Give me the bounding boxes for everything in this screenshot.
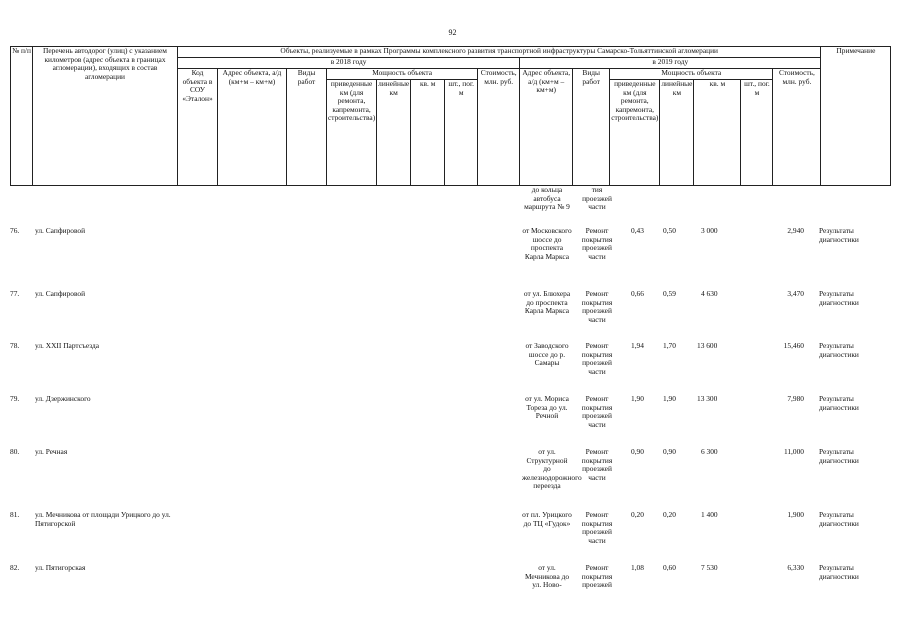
header-capacity: Мощность объекта <box>327 69 478 80</box>
row-sqm: 4 630 <box>701 289 718 298</box>
header-num: № п/п <box>11 47 33 186</box>
row-road-name: ул. Сапфировой <box>35 289 86 298</box>
header-pcs-2019: шт., пог. м <box>741 80 773 186</box>
header-road-list: Перечень автодорог (улиц) с указанием километров (адрес объекта в границах агломерации), входящих в состав агломерации <box>33 47 178 186</box>
row-sqm: 13 300 <box>697 394 718 403</box>
row-sqm: 6 300 <box>701 447 718 456</box>
page-number: 92 <box>448 28 457 37</box>
row-sqm: 13 600 <box>697 341 718 350</box>
row-reduced-km: 0,90 <box>631 447 644 456</box>
row-linear-km: 1,70 <box>663 341 676 350</box>
row-road-name: ул. Речная <box>35 447 68 456</box>
row-address: от Заводского шоссе до р. Самары <box>525 341 569 368</box>
row-num: 76. <box>10 226 20 235</box>
row-cost: 2,940 <box>787 226 804 235</box>
row-reduced-km: 0,43 <box>631 226 644 235</box>
carryover-address: до кольца автобуса маршрута № 9 <box>524 185 570 212</box>
header-works-2019: Виды работ <box>573 69 610 186</box>
row-sqm: 1 400 <box>701 510 718 519</box>
row-linear-km: 0,20 <box>663 510 676 519</box>
header-note: Примечание <box>821 47 891 186</box>
row-sqm: 7 530 <box>701 563 718 572</box>
row-cost: 11,000 <box>783 447 804 456</box>
header-sqm: кв. м <box>411 80 445 186</box>
header-cost-2019: Стоимость, млн. руб. <box>773 69 821 186</box>
row-reduced-km: 1,94 <box>631 341 644 350</box>
row-num: 77. <box>10 289 20 298</box>
row-linear-km: 0,59 <box>663 289 676 298</box>
row-works: Ремонт покрытия проезжей части <box>581 510 613 545</box>
header-sqm-2019: кв. м <box>694 80 741 186</box>
row-address: от ул. Структурной до железнодорожного переезда <box>522 447 582 491</box>
row-road-name: ул. Сапфировой <box>35 226 86 235</box>
row-cost: 1,900 <box>787 510 804 519</box>
row-note: Результаты диагностики <box>819 394 859 412</box>
row-sqm: 3 000 <box>701 226 718 235</box>
row-linear-km: 0,50 <box>663 226 676 235</box>
row-num: 81. <box>10 510 20 519</box>
row-linear-km: 0,90 <box>663 447 676 456</box>
header-linear: линейные км <box>377 80 411 186</box>
row-note: Результаты диагностики <box>819 447 859 465</box>
header-cost: Стоимость, млн. руб. <box>478 69 520 186</box>
row-address: от пл. Урицкого до ТЦ «Гудок» <box>522 510 572 528</box>
header-year-2019: в 2019 году <box>520 58 821 69</box>
row-address: от ул. Блюхера до проспекта Карла Маркса <box>523 289 571 316</box>
row-road-name: ул. Пятигорская <box>35 563 86 572</box>
header-code: Код объекта в СОУ «Эталон» <box>178 69 218 186</box>
header-address-2019: Адрес объекта, а/д (км+м – км+м) <box>520 69 573 186</box>
row-linear-km: 1,90 <box>663 394 676 403</box>
row-note: Результаты диагностики <box>819 289 859 307</box>
header-works: Виды работ <box>287 69 327 186</box>
row-note: Результаты диагностики <box>819 226 859 244</box>
header-address: Адрес объекта, а/д (км+м – км+м) <box>218 69 287 186</box>
row-reduced-km: 1,08 <box>631 563 644 572</box>
header-capacity-2019: Мощность объекта <box>610 69 773 80</box>
row-works: Ремонт покрытия проезжей части <box>581 447 613 482</box>
header-reduced: приведенные км (для ремонта, капремонта, строительства) <box>327 80 377 186</box>
row-address: от Московского шоссе до проспекта Карла Маркса <box>522 226 572 261</box>
row-note: Результаты диагностики <box>819 563 859 581</box>
header-program: Объекты, реализуемые в рамках Программы комплексного развития транспортной инфраструктуры Самарско-Тольяттинской агломерации <box>178 47 821 58</box>
row-road-name: ул. XXII Партсъезда <box>35 341 100 350</box>
row-reduced-km: 0,20 <box>631 510 644 519</box>
row-cost: 6,330 <box>787 563 804 572</box>
row-linear-km: 0,60 <box>663 563 676 572</box>
header-year-2018: в 2018 году <box>178 58 520 69</box>
row-address: от ул. Мечникова до ул. Ново- <box>524 563 570 590</box>
row-works: Ремонт покрытия проезжей части <box>581 394 613 429</box>
row-num: 80. <box>10 447 20 456</box>
row-address: от ул. Мориса Тореза до ул. Речной <box>525 394 569 421</box>
row-num: 79. <box>10 394 20 403</box>
row-reduced-km: 1,90 <box>631 394 644 403</box>
row-note: Результаты диагностики <box>819 510 859 528</box>
header-pcs: шт., пог. м <box>445 80 478 186</box>
row-reduced-km: 0,66 <box>631 289 644 298</box>
row-cost: 3,470 <box>787 289 804 298</box>
row-works: Ремонт покрытия проезжей части <box>581 341 613 376</box>
row-road-name: ул. Дзержинского <box>35 394 91 403</box>
row-cost: 15,460 <box>783 341 804 350</box>
header-linear-2019: линейные км <box>660 80 694 186</box>
row-works: Ремонт покрытия проезжей части <box>581 226 613 261</box>
row-road-name: ул. Мечникова от площади Урицкого до ул. Пятигорской <box>35 510 171 528</box>
header-reduced-2019: приведенные км (для ремонта, капремонта, строительства) <box>610 80 660 186</box>
row-works: Ремонт покрытия проезжей <box>581 563 613 590</box>
row-num: 82. <box>10 563 20 572</box>
row-cost: 7,980 <box>787 394 804 403</box>
row-note: Результаты диагностики <box>819 341 859 359</box>
carryover-works: тия проезжей части <box>582 185 612 212</box>
row-works: Ремонт покрытия проезжей части <box>581 289 613 324</box>
row-num: 78. <box>10 341 20 350</box>
